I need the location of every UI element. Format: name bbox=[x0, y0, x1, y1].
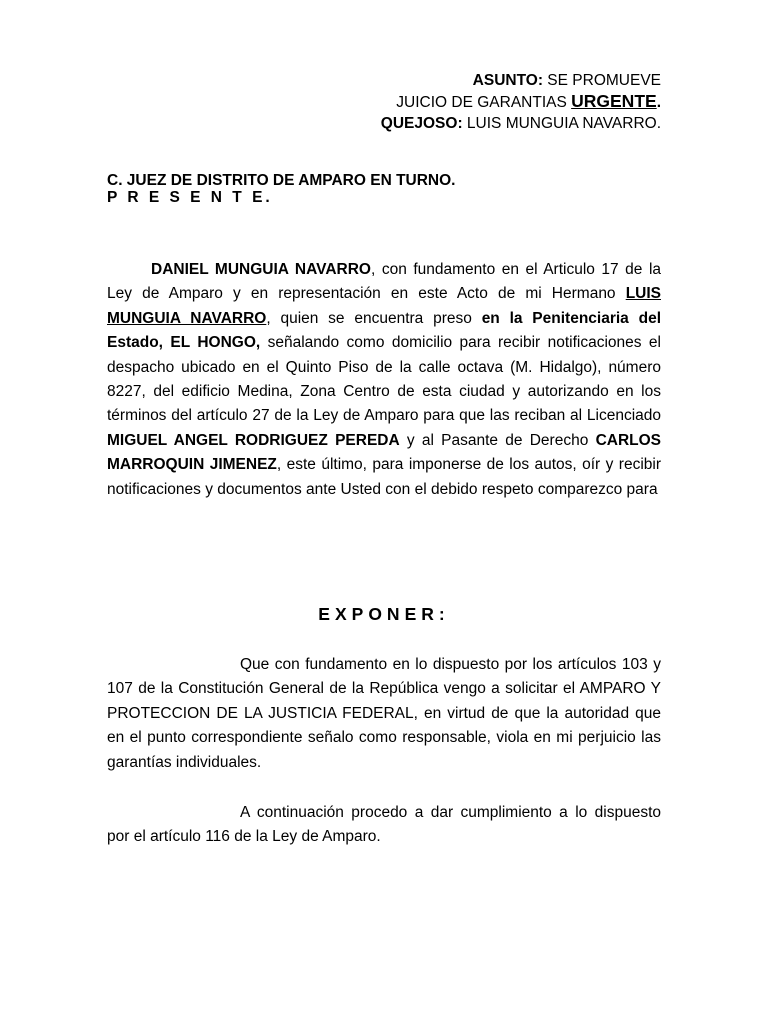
urgent-period: . bbox=[656, 94, 661, 111]
asunto-label: ASUNTO: bbox=[472, 72, 543, 89]
p3-text: A continuación procedo a dar cumplimiento a lo dispuesto por el artículo 116 de la Ley de Amparo. bbox=[107, 804, 661, 846]
p1-text-1: , con fundamento en el Articulo 17 de la Ley de Amparo y en representación en este Acto de mi Hermano bbox=[107, 261, 662, 303]
lawyer-name: MIGUEL ANGEL RODRIGUEZ PEREDA bbox=[107, 431, 400, 449]
juicio-line bbox=[381, 91, 661, 113]
addressee-line-judge: C. JUEZ DE DISTRITO DE AMPARO EN TURNO. bbox=[107, 172, 456, 189]
addressee-line-presente: P R E S E N T E. bbox=[107, 189, 273, 206]
asunto-text: SE PROMUEVE bbox=[543, 72, 661, 89]
paragraph-cumplimiento bbox=[107, 801, 661, 850]
petitioner-name: DANIEL MUNGUIA NAVARRO bbox=[151, 261, 371, 278]
p2-text: Que con fundamento en lo dispuesto por los artículos 103 y 107 de la Constitución General de la República vengo a solicitar el AMPARO Y PROTECCION DE LA JUSTICIA FEDERAL, en virtud de que la autoridad que en el punto correspondiente señalo como responsable, viola en mi perjuicio las garantías individuales. bbox=[107, 656, 661, 771]
brother-name: LUIS MUNGUIA NAVARRO bbox=[107, 285, 661, 327]
quejoso-text: LUIS MUNGUIA NAVARRO. bbox=[462, 115, 661, 132]
quejoso-line bbox=[381, 113, 661, 134]
p1-text-2: , quien se encuentra preso bbox=[266, 309, 482, 327]
intern-name: CARLOS MARROQUIN JIMENEZ bbox=[107, 431, 662, 474]
p1-text-5: , este último, para imponerse de los autos, oír y recibir notificaciones y documentos ante Usted con el debido respeto comparezco para bbox=[107, 456, 661, 498]
paragraph-petitioner bbox=[107, 258, 661, 502]
section-heading-exponer: EXPONER: bbox=[318, 604, 450, 624]
document-header bbox=[381, 70, 661, 134]
p1-text-4: y al Pasante de Derecho bbox=[399, 431, 596, 449]
prison-name: en la Penitenciaria del Estado, EL HONGO, bbox=[107, 309, 661, 352]
urgent-label: URGENTE bbox=[571, 91, 657, 111]
asunto-line bbox=[381, 70, 661, 91]
juicio-text: JUICIO DE GARANTIAS bbox=[396, 94, 572, 111]
addressee bbox=[107, 172, 456, 206]
quejoso-label: QUEJOSO: bbox=[380, 115, 463, 132]
p1-text-3: señalando como domicilio para recibir notificaciones el despacho ubicado en el Quinto Piso de la calle octava (M. Hidalgo), número 8227, del edificio Medina, Zona Centro de esta ciudad y autorizando en los términos del artículo 27 de la Ley de Amparo para que las reciban al Licenciado bbox=[107, 334, 661, 425]
paragraph-exponer bbox=[107, 653, 661, 775]
